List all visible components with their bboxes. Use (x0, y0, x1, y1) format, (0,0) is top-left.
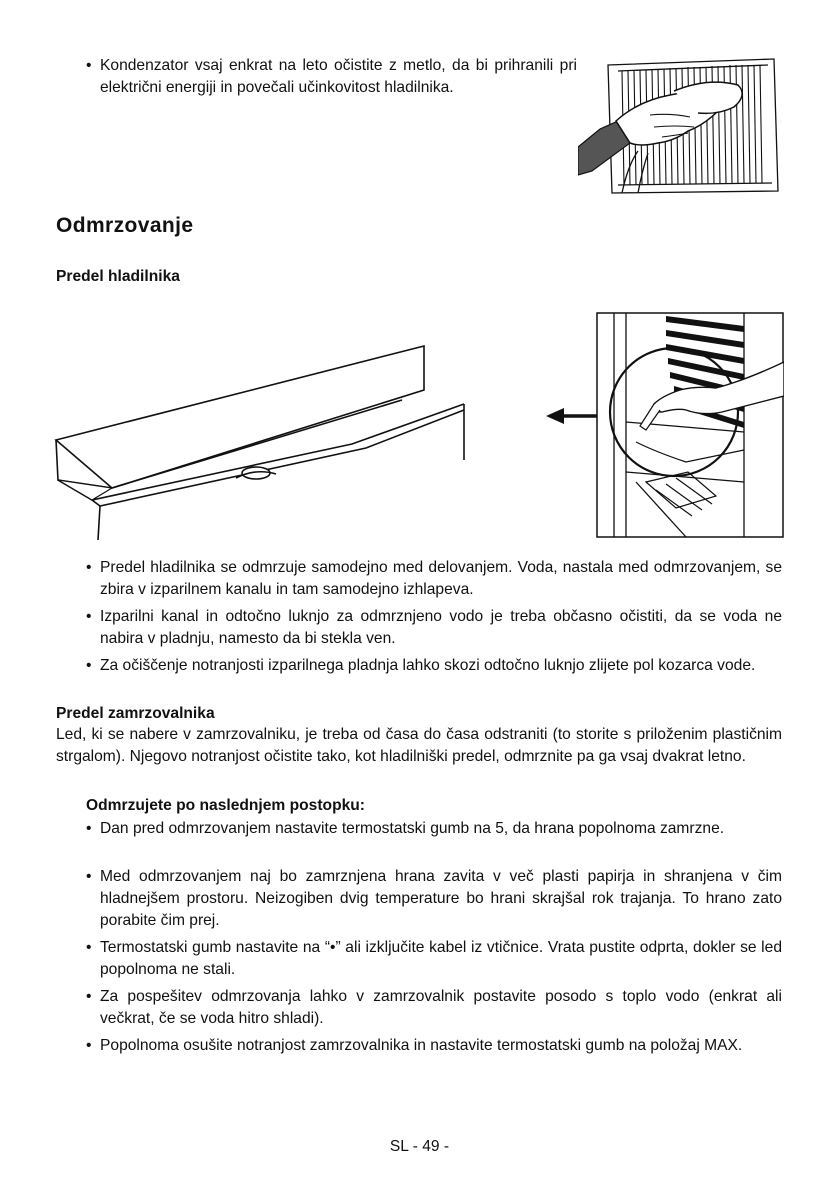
procedure-bullet-text: Dan pred odmrzovanjem nastavite termostatski gumb na 5, da hrana popolnoma zamrzne. (100, 820, 725, 837)
freezer-paragraph: Led, ki se nabere v zamrzovalniku, je treba od časa do časa odstraniti (to storite s priloženim plastičnim strgalom). Njegovo notranjost očistite tako, kot hladilniški predel, odmrznite pa ga vsaj dvakrat letno. (56, 726, 782, 765)
bullet-dot: • (86, 988, 92, 1005)
fridge-bullet-text: Predel hladilnika se odmrzuje samodejno med delovanjem. Voda, nastala med odmrzovanjem, se zbira v izparilnem kanalu in tam samodejno izhlapeva. (100, 559, 782, 598)
fridge-bullet-text: Izparilni kanal in odtočno luknjo za odmrznjeno vodo je treba občasno očistiti, da se voda ne nabira v pladnju, namesto da bi stekla ven. (100, 608, 782, 647)
page-number: SL - 49 - (389, 1138, 450, 1155)
procedure-bullet-text: Med odmrzovanjem naj bo zamrznjena hrana zavita v več plasti papirja in shranjena v čim hladnejšem prostoru. Neizogiben dvig temperature bo hrani skrajšal rok trajanja. To hrano zato porabite čim prej. (100, 868, 782, 929)
section-title: Odmrzovanje (56, 214, 194, 237)
procedure-bullet-text: Za pospešitev odmrzovanja lahko v zamrzovalnik postavite posodo s toplo vodo (enkrat ali večkrat, če se voda hitro shladi). (100, 988, 782, 1027)
bullet-dot: • (86, 57, 92, 74)
fridge-interior-illustration (596, 312, 784, 538)
freezer-compartment-heading: Predel zamrzovalnika (56, 705, 215, 722)
bullet-dot: • (86, 939, 92, 956)
intro-bullet-text: Kondenzator vsaj enkrat na leto očistite z metlo, da bi prihranili pri električni energiji in povečali učinkovitost hladilnika. (100, 57, 577, 96)
bullet-dot: • (86, 820, 92, 837)
bullet-dot: • (86, 559, 92, 576)
bullet-dot: • (86, 1037, 92, 1054)
evaporation-channel-illustration (52, 340, 476, 540)
procedure-bullet-text: Termostatski gumb nastavite na “•” ali izključite kabel iz vtičnice. Vrata pustite odprta, dokler se led popolnoma ne stali. (100, 939, 782, 978)
bullet-dot: • (86, 868, 92, 885)
procedure-bullet-text: Popolnoma osušite notranjost zamrzovalnika in nastavite termostatski gumb na položaj MAX. (100, 1037, 743, 1054)
procedure-heading: Odmrzujete po naslednjem postopku: (86, 797, 365, 814)
fridge-bullet-text: Za očiščenje notranjosti izparilnega pladnja lahko skozi odtočno luknjo zlijete pol kozarca vode. (100, 657, 756, 674)
bullet-dot: • (86, 608, 92, 625)
fridge-compartment-heading: Predel hladilnika (56, 268, 180, 285)
bullet-dot: • (86, 657, 92, 674)
condenser-cleaning-illustration (578, 55, 784, 195)
